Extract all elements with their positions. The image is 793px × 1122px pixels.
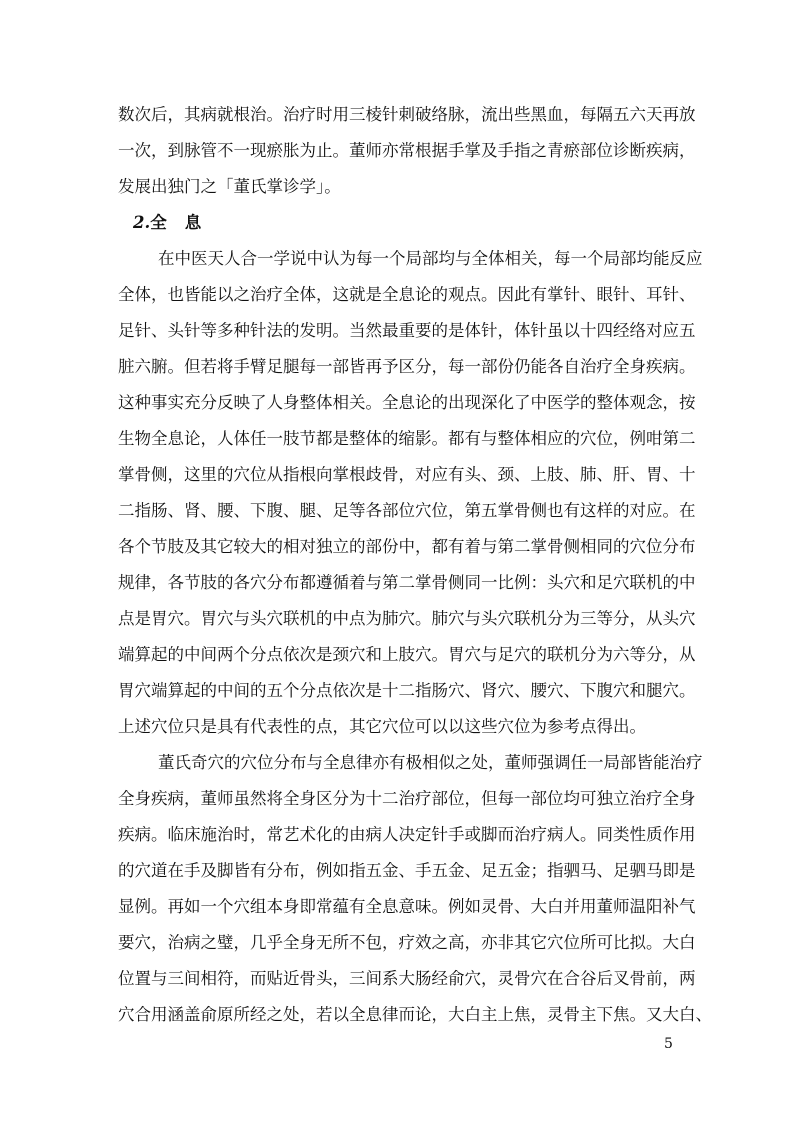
- text-line: 上述穴位只是具有代表性的点，其它穴位可以以这些穴位为参考点得出。: [118, 717, 646, 736]
- text-line: 脏六腑。但若将手臂足腿每一部皆再予区分，每一部份仍能各自治疗全身疾病。: [118, 357, 696, 376]
- paragraph-2: [118, 241, 703, 745]
- text-line: 点是胃穴。胃穴与头穴联机的中点为肺穴。肺穴与头穴联机分为三等分，从头穴: [118, 609, 696, 628]
- text-line: 穴合用涵盖俞原所经之处，若以全息律而论，大白主上焦，灵骨主下焦。又大白、: [118, 1005, 712, 1024]
- text-line: 数次后，其病就根治。治疗时用三棱针刺破络脉，流出些黑血，每隔五六天再放: [118, 105, 696, 124]
- text-line: 全身疾病，董师虽然将全身区分为十二治疗部位，但每一部位均可独立治疗全身: [118, 789, 696, 808]
- text-line: 这种事实充分反映了人身整体相关。全息论的出现深化了中医学的整体观念，按: [118, 393, 696, 412]
- page-number: 5: [664, 1036, 673, 1052]
- text-line: 发展出独门之「董氏掌诊学」。: [118, 177, 341, 196]
- paragraph-3: [118, 745, 712, 1033]
- heading-word-2: 息: [184, 213, 202, 232]
- text-line: 生物全息论，人体任一肢节都是整体的缩影。都有与整体相应的穴位，例咁第二: [118, 429, 696, 448]
- text-line: 疾病。临床施治时，常艺术化的由病人决定针手或脚而治疗病人。同类性质作用: [118, 825, 696, 844]
- text-line: 要穴，治病之璧，几乎全身无所不包，疗效之高，亦非其它穴位所可比拟。大白: [118, 933, 696, 952]
- text-line: 一次，到脉管不一现瘀胀为止。董师亦常根据手掌及手指之青瘀部位诊断疾病，: [118, 141, 696, 160]
- text-line: 规律，各节肢的各穴分布都遵循着与第二掌骨侧同一比例：头穴和足穴联机的中: [118, 573, 696, 592]
- document-body: [118, 97, 712, 1033]
- paragraph-1: [118, 97, 696, 205]
- text-line: 胃穴端算起的中间的五个分点依次是十二指肠穴、肾穴、腰穴、下腹穴和腿穴。: [118, 681, 696, 700]
- text-line: 各个节肢及其它较大的相对独立的部份中，都有着与第二掌骨侧相同的穴位分布: [118, 537, 696, 556]
- text-line: 二指肠、肾、腰、下腹、腿、足等各部位穴位，第五掌骨侧也有这样的对应。在: [118, 501, 696, 520]
- text-line: 掌骨侧，这里的穴位从指根向掌根歧骨，对应有头、颈、上肢、肺、肝、胃、十: [118, 465, 696, 484]
- heading-number: 2.: [133, 213, 151, 232]
- text-line: 在中医天人合一学说中认为每一个局部均与全体相关，每一个局部均能反应: [158, 249, 703, 268]
- section-heading: [118, 205, 618, 241]
- text-line: 位置与三间相符，而贴近骨头，三间系大肠经俞穴，灵骨穴在合谷后叉骨前，两: [118, 969, 696, 988]
- text-line: 端算起的中间两个分点依次是颈穴和上肢穴。胃穴与足穴的联机分为六等分，从: [118, 645, 696, 664]
- text-line: 全体，也皆能以之治疗全体，这就是全息论的观点。因此有掌针、眼针、耳针、: [118, 285, 696, 304]
- text-line: 显例。再如一个穴组本身即常蕴有全息意味。例如灵骨、大白并用董师温阳补气: [118, 897, 696, 916]
- heading-word-1: 全: [150, 213, 167, 232]
- text-line: 的穴道在手及脚皆有分布，例如指五金、手五金、足五金；指驷马、足驷马即是: [118, 861, 696, 880]
- text-line: 足针、头针等多种针法的发明。当然最重要的是体针，体针虽以十四经络对应五: [118, 321, 696, 340]
- text-line: 董氏奇穴的穴位分布与全息律亦有极相似之处，董师强调任一局部皆能治疗: [158, 753, 703, 772]
